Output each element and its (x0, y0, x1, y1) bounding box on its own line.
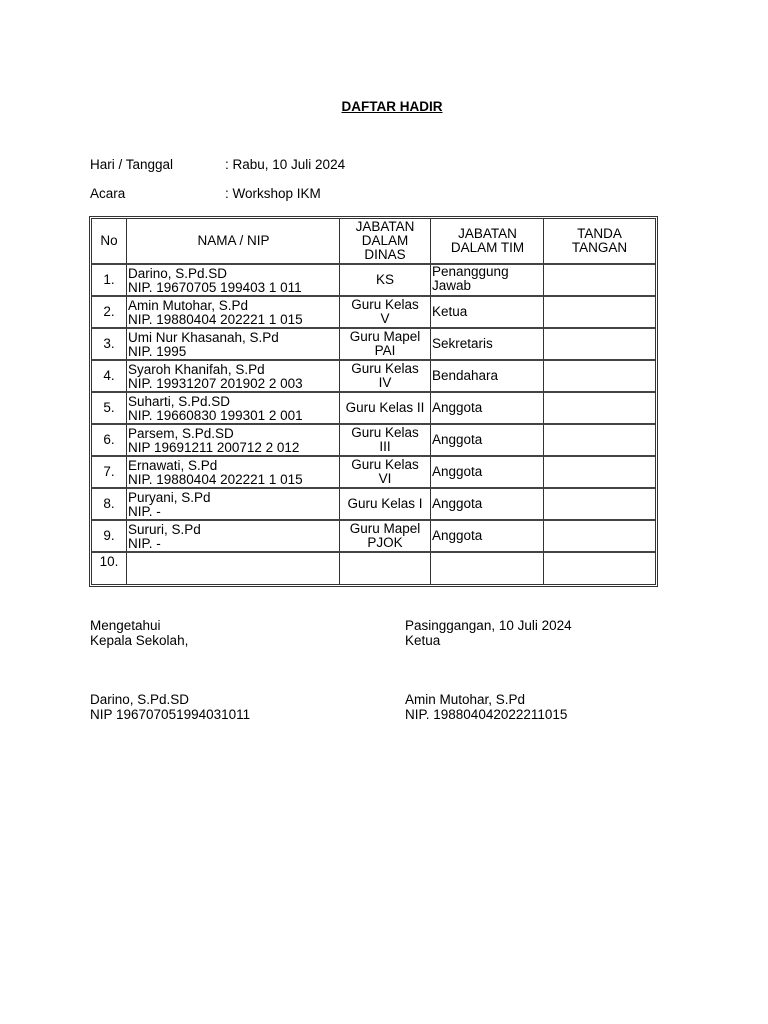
row-signature-cell[interactable] (544, 489, 655, 521)
row-jabatan-tim (431, 521, 544, 553)
header-ttd-line1: TANDA (577, 226, 622, 241)
document-title: DAFTAR HADIR (341, 99, 443, 114)
row-jabatan-tim (431, 457, 544, 489)
signature-right-nip: NIP. 198804042022211015 (405, 707, 568, 722)
row-tim-line1: Anggota (432, 432, 483, 447)
event-value: : Workshop IKM (225, 186, 321, 201)
row-dinas-line1: Guru Kelas (351, 297, 419, 312)
row-jabatan-dinas (340, 265, 431, 297)
row-dinas-line1: Guru Kelas II (345, 400, 425, 415)
row-dinas-line2: PAI (374, 343, 396, 358)
row-dinas-line1: KS (375, 272, 394, 287)
signature-left-line2: Kepala Sekolah, (90, 633, 189, 648)
row-jabatan-tim (431, 361, 544, 393)
row-name: Puryani, S.Pd (128, 489, 211, 505)
signature-left-nip: NIP 196707051994031011 (90, 707, 251, 722)
row-tim-line2: Jawab (432, 278, 472, 293)
row-jabatan-tim (431, 553, 544, 584)
row-signature-cell[interactable] (544, 425, 655, 457)
row-name: Parsem, S.Pd.SD (128, 425, 234, 441)
row-nip: NIP 19691211 200712 2 012 (128, 439, 300, 455)
row-signature-cell[interactable] (544, 265, 655, 297)
row-jabatan-dinas (340, 489, 431, 521)
row-nip: NIP. 19880404 202221 1 015 (128, 311, 303, 327)
date-label: Hari / Tanggal (90, 157, 174, 172)
signature-right-name (405, 692, 567, 722)
table-row (92, 489, 655, 521)
row-dinas-line1: Guru Kelas (351, 425, 419, 440)
header-dinas-line1: JABATAN (355, 219, 415, 234)
row-nip: NIP. 19880404 202221 1 015 (128, 471, 303, 487)
row-jabatan-dinas (340, 329, 431, 361)
row-tim-line1: Ketua (432, 304, 468, 319)
row-name-nip (127, 361, 340, 393)
row-dinas-line1: Guru Mapel (349, 329, 421, 344)
table-row (92, 361, 655, 393)
row-jabatan-dinas (340, 425, 431, 457)
row-dinas-line1: Guru Kelas (351, 457, 419, 472)
row-tim-line1: Anggota (432, 528, 483, 543)
attendance-table (89, 216, 658, 587)
row-number: 5. (92, 393, 127, 425)
row-nip: NIP. 19660830 199301 2 001 (128, 407, 303, 423)
table-header-row (92, 219, 655, 265)
row-name-nip (127, 393, 340, 425)
header-tanda-tangan (544, 219, 655, 265)
row-jabatan-dinas (340, 393, 431, 425)
row-name: Suharti, S.Pd.SD (128, 393, 231, 409)
row-dinas-line2: PJOK (367, 535, 403, 550)
table-row (92, 329, 655, 361)
row-jabatan-dinas (340, 553, 431, 584)
row-nip: NIP. 19931207 201902 2 003 (128, 375, 303, 391)
header-tim-line2: DALAM TIM (450, 240, 525, 255)
row-jabatan-tim (431, 265, 544, 297)
row-name-nip (127, 521, 340, 553)
row-name: Umi Nur Khasanah, S.Pd (128, 329, 279, 345)
row-name: Amin Mutohar, S.Pd (128, 297, 249, 313)
row-tim-line1: Sekretaris (432, 336, 493, 351)
table-row (92, 265, 655, 297)
signature-left-line1: Mengetahui (90, 618, 161, 633)
row-number: 9. (92, 521, 127, 553)
row-name: Syaroh Khanifah, S.Pd (128, 361, 265, 377)
signature-right-person: Amin Mutohar, S.Pd (405, 692, 526, 707)
row-signature-cell[interactable] (544, 553, 655, 584)
row-jabatan-tim (431, 297, 544, 329)
row-jabatan-tim (431, 393, 544, 425)
signature-right-heading (405, 618, 572, 648)
header-jabatan-tim (431, 219, 544, 265)
table-row (92, 553, 655, 584)
row-dinas-line2: III (379, 439, 391, 454)
row-dinas-line1: Guru Mapel (349, 521, 421, 536)
row-dinas-line2: IV (378, 375, 392, 390)
row-signature-cell[interactable] (544, 361, 655, 393)
row-tim-line1: Anggota (432, 464, 483, 479)
row-number: 2. (92, 297, 127, 329)
row-signature-cell[interactable] (544, 329, 655, 361)
table-row (92, 297, 655, 329)
row-signature-cell[interactable] (544, 393, 655, 425)
signature-left-person: Darino, S.Pd.SD (90, 692, 190, 707)
table-row (92, 425, 655, 457)
signature-left-name (90, 692, 250, 722)
row-number: 6. (92, 425, 127, 457)
row-dinas-line2: VI (378, 471, 392, 486)
row-name-nip (127, 425, 340, 457)
row-name-nip (127, 553, 340, 584)
row-name-nip (127, 297, 340, 329)
header-tim-line1: JABATAN (458, 226, 517, 241)
table-row (92, 393, 655, 425)
row-number: 4. (92, 361, 127, 393)
row-jabatan-dinas (340, 521, 431, 553)
row-tim-line1: Bendahara (432, 368, 499, 383)
row-tim-line1: Penanggung (432, 264, 509, 279)
row-number: 8. (92, 489, 127, 521)
header-no: No (92, 219, 127, 265)
row-name-nip (127, 489, 340, 521)
row-name-nip (127, 329, 340, 361)
row-number: 3. (92, 329, 127, 361)
table-row (92, 457, 655, 489)
row-jabatan-dinas (340, 297, 431, 329)
header-name: NAMA / NIP (127, 219, 340, 265)
row-name: Ernawati, S.Pd (128, 457, 218, 473)
row-nip: NIP. - (128, 535, 161, 551)
header-dinas-line2: DALAM (361, 233, 409, 248)
row-signature-cell[interactable] (544, 521, 655, 553)
row-jabatan-tim (431, 425, 544, 457)
row-tim-line1: Anggota (432, 496, 483, 511)
date-value: : Rabu, 10 Juli 2024 (225, 157, 346, 172)
row-number: 7. (92, 457, 127, 489)
header-ttd-line2: TANGAN (571, 240, 628, 255)
row-name: Sururi, S.Pd (128, 521, 201, 537)
row-jabatan-tim (431, 489, 544, 521)
row-tim-line1: Anggota (432, 400, 483, 415)
row-dinas-line2: V (380, 311, 390, 326)
row-number: 10. (92, 553, 127, 584)
row-name-nip (127, 457, 340, 489)
row-nip: NIP. - (128, 503, 161, 519)
header-dinas-line3: DINAS (364, 247, 406, 262)
signature-right-line2: Ketua (405, 633, 441, 648)
signature-right-line1: Pasinggangan, 10 Juli 2024 (405, 618, 572, 633)
row-name-nip (127, 265, 340, 297)
header-jabatan-dinas (340, 219, 431, 265)
row-jabatan-dinas (340, 457, 431, 489)
row-jabatan-tim (431, 329, 544, 361)
row-nip: NIP. 19670705 199403 1 011 (128, 279, 302, 295)
signature-left-heading (90, 618, 188, 648)
row-dinas-line1: Guru Kelas I (347, 496, 423, 511)
row-nip: NIP. 1995 (128, 343, 187, 359)
row-signature-cell[interactable] (544, 457, 655, 489)
row-dinas-line1: Guru Kelas (351, 361, 419, 376)
table-row (92, 521, 655, 553)
row-signature-cell[interactable] (544, 297, 655, 329)
event-label: Acara (90, 186, 126, 201)
row-name: Darino, S.Pd.SD (128, 265, 228, 281)
row-number: 1. (92, 265, 127, 297)
row-jabatan-dinas (340, 361, 431, 393)
